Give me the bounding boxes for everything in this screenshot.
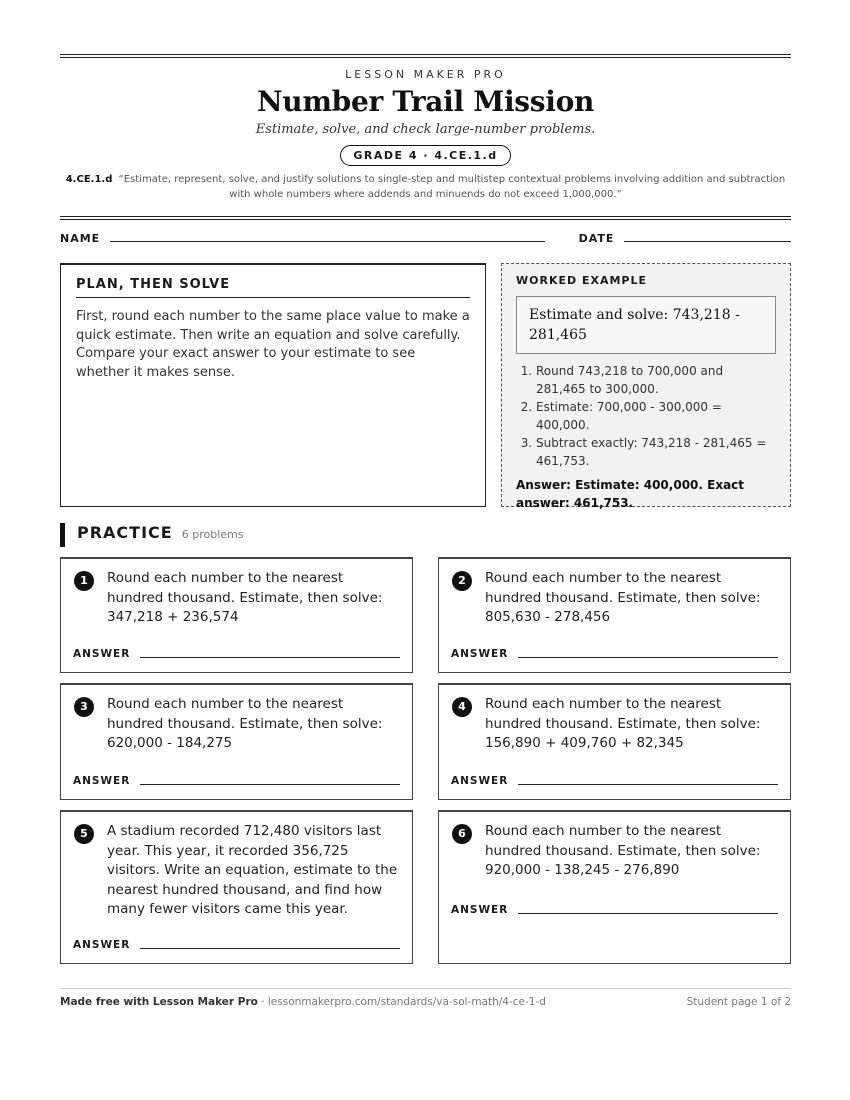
problem-number-badge: 4 [452,697,472,717]
page-footer [60,988,791,1008]
answer-field[interactable] [518,784,778,785]
problem-number-badge: 3 [74,697,94,717]
standard-text: “Estimate, represent, solve, and justify solutions to single-step and multistep contextual problems involving addition and subtraction with whole numbers where addends and minuends do not exceed 1,000,000.” [118,174,786,200]
problem-number-badge: 2 [452,571,472,591]
plan-box [60,263,486,507]
worksheet-page [60,54,791,974]
problem-count: 6 problems [181,528,244,541]
brand-label: LESSON MAKER PRO [345,68,506,81]
problem-text: Round each number to the nearest hundred thousand. Estimate, then solve: 805,630 - 278,456 [485,570,761,625]
answer-label: ANSWER [73,648,131,660]
practice-grid [60,557,791,974]
date-field[interactable] [624,241,791,242]
problem-card-6 [438,810,791,964]
worksheet-subtitle: Estimate, solve, and check large-number problems. [255,122,596,137]
worked-step: 1. Round 743,218 to 700,000 and 281,465 to 300,000. [536,362,776,398]
problem-text: Round each number to the nearest hundred thousand. Estimate, then solve: 156,890 + 409,760 + 82,345 [485,696,761,751]
answer-row [451,648,778,660]
problem-number-badge: 6 [452,824,472,844]
worked-step: 3. Subtract exactly: 743,218 - 281,465 = 461,753. [536,434,776,470]
footer-credit [60,996,546,1008]
practice-heading: PRACTICE [77,523,173,542]
standard-description [60,172,791,202]
problem-card-5 [60,810,413,964]
header-double-rule [60,216,791,220]
date-label: DATE [578,232,615,245]
worked-example-heading: WORKED EXAMPLE [516,274,647,287]
answer-label: ANSWER [73,775,131,787]
problem-text: Round each number to the nearest hundred thousand. Estimate, then solve: 620,000 - 184,275 [107,696,383,751]
answer-row [73,775,400,787]
problem-text: Round each number to the nearest hundred thousand. Estimate, then solve: 347,218 + 236,574 [107,570,383,625]
answer-field[interactable] [518,657,778,658]
problem-number-badge: 1 [74,571,94,591]
worked-step: 2. Estimate: 700,000 - 300,000 = 400,000. [536,398,776,434]
problem-text: Round each number to the nearest hundred thousand. Estimate, then solve: 920,000 - 138,245 - 276,890 [485,823,761,878]
answer-label: ANSWER [73,939,131,951]
worksheet-header [60,68,791,202]
worked-example-answer: Answer: Estimate: 400,000. Exact answer: 461,753. [516,478,745,510]
top-double-rule [60,54,791,58]
worksheet-title: Number Trail Mission [256,85,594,118]
answer-field[interactable] [140,948,400,949]
problem-card-1 [60,557,413,673]
worked-example-steps [516,362,776,470]
problem-card-3 [60,683,413,800]
standard-code: 4.CE.1.d [65,174,113,185]
grade-badge: GRADE 4 · 4.CE.1.d [340,145,510,166]
worked-example-box [501,263,791,510]
answer-field[interactable] [140,657,400,658]
problem-card-2 [438,557,791,673]
plan-heading: PLAN, THEN SOLVE [76,277,470,298]
footer-made-with: Made free with Lesson Maker Pro [60,996,258,1008]
answer-row [73,939,400,951]
problem-text: A stadium recorded 712,480 visitors last year. This year, it recorded 356,725 visitors. Write an equation, estimate to the nearest hundred thousand, and find how many fewer visitors came this year. [107,823,398,917]
name-field[interactable] [110,241,544,242]
problem-number-badge: 5 [74,824,94,844]
name-date-row [60,232,791,245]
intro-section [60,263,791,510]
footer-url[interactable]: · lessonmakerpro.com/standards/va-sol-math/4-ce-1-d [261,996,546,1008]
answer-field[interactable] [518,913,778,914]
footer-page-number: Student page 1 of 2 [686,996,791,1008]
answer-label: ANSWER [451,775,509,787]
answer-field[interactable] [140,784,400,785]
answer-row [451,775,778,787]
answer-label: ANSWER [451,648,509,660]
answer-row [451,904,778,916]
worked-example-problem: Estimate and solve: 743,218 - 281,465 [516,296,776,354]
answer-row [73,648,400,660]
problem-card-4 [438,683,791,800]
name-label: NAME [60,232,101,245]
practice-header [60,523,791,547]
plan-body: First, round each number to the same place value to make a quick estimate. Then write an equation and solve carefully. Compare your exact answer to your estimate to see whether it makes sense. [76,309,470,380]
answer-label: ANSWER [451,904,509,916]
